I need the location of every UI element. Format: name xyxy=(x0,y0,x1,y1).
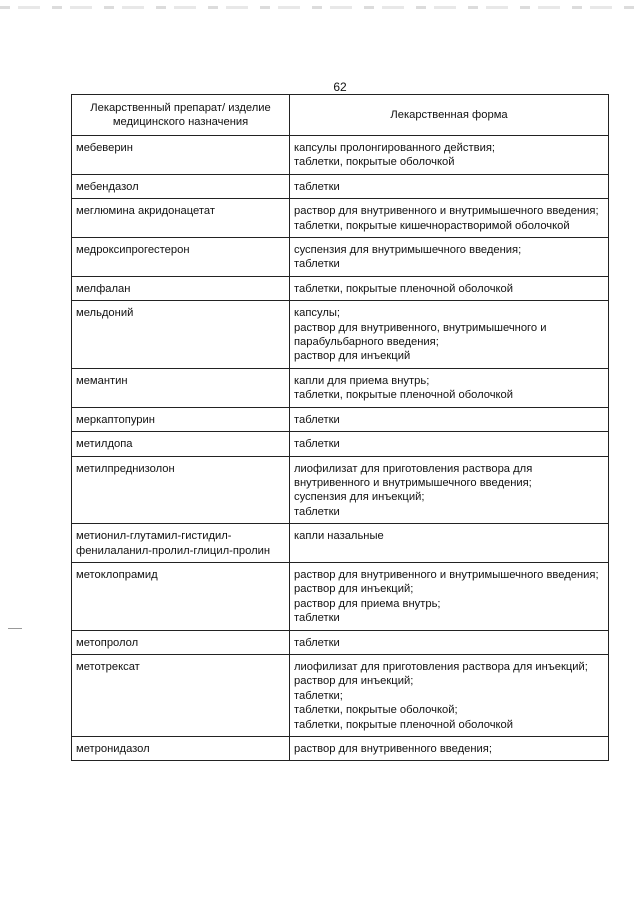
dosage-form-line: раствор для внутривенного и внутримышечного введения; xyxy=(294,568,599,581)
dosage-form-cell xyxy=(290,199,609,238)
dosage-form-line: таблетки, покрытые пленочной оболочкой xyxy=(294,718,514,731)
dosage-form-line: суспензия для внутримышечного введения; xyxy=(294,244,522,257)
dosage-form-line: раствор для инъекций xyxy=(294,350,411,363)
dosage-form-line: капли назальные xyxy=(294,530,384,543)
table-row xyxy=(72,562,609,630)
dosage-form-line: таблетки xyxy=(294,505,340,518)
dosage-form-line: раствор для приема внутрь; xyxy=(294,597,441,610)
table-row xyxy=(72,432,609,456)
drug-name-cell: метотрексат xyxy=(72,654,290,736)
header-row xyxy=(72,95,609,136)
table-row xyxy=(72,630,609,654)
drug-name-cell: метопролол xyxy=(72,630,290,654)
table-row xyxy=(72,737,609,761)
drug-name-cell: метронидазол xyxy=(72,737,290,761)
table-row xyxy=(72,654,609,736)
dosage-form-cell xyxy=(290,737,609,761)
dosage-form-cell xyxy=(290,524,609,563)
table-body xyxy=(72,136,609,761)
drug-name-cell: метилпреднизолон xyxy=(72,456,290,524)
dosage-form-cell xyxy=(290,456,609,524)
dosage-form-cell xyxy=(290,368,609,407)
dosage-form-line: таблетки, покрытые пленочной оболочкой xyxy=(294,282,514,295)
drug-name-cell: мебендазол xyxy=(72,174,290,198)
dosage-form-line: таблетки xyxy=(294,180,340,193)
dosage-form-line: таблетки; xyxy=(294,689,343,702)
table-row xyxy=(72,407,609,431)
dosage-form-cell xyxy=(290,654,609,736)
dosage-form-line: таблетки xyxy=(294,612,340,625)
dosage-form-cell xyxy=(290,301,609,369)
margin-mark xyxy=(8,628,22,629)
dosage-form-line: раствор для инъекций; xyxy=(294,675,414,688)
dosage-form-line: капсулы; xyxy=(294,307,341,320)
dosage-form-line: таблетки, покрытые пленочной оболочкой xyxy=(294,389,514,402)
drug-name-cell: меглюмина акридонацетат xyxy=(72,199,290,238)
table-row xyxy=(72,301,609,369)
table-row xyxy=(72,456,609,524)
dosage-form-line: лиофилизат для приготовления раствора для инъекций; xyxy=(294,660,588,673)
dosage-form-line: таблетки, покрытые оболочкой; xyxy=(294,704,458,717)
table-row xyxy=(72,238,609,277)
drug-name-cell: мебеверин xyxy=(72,136,290,175)
dosage-form-line: раствор для внутривенного, внутримышечного и парабульбарного введения; xyxy=(294,321,547,349)
page-number: 62 xyxy=(333,80,347,94)
dosage-form-line: капсулы пролонгированного действия; xyxy=(294,142,495,154)
drug-table xyxy=(71,94,609,761)
table-row xyxy=(72,174,609,198)
drug-name-cell: мельдоний xyxy=(72,301,290,369)
dosage-form-cell xyxy=(290,174,609,198)
table-header xyxy=(72,95,609,136)
table-row xyxy=(72,136,609,175)
dosage-form-line: суспензия для инъекций; xyxy=(294,491,425,504)
dosage-form-line: таблетки xyxy=(294,438,340,451)
drug-name-cell: мемантин xyxy=(72,368,290,407)
drug-name-cell: мелфалан xyxy=(72,276,290,300)
table-row xyxy=(72,368,609,407)
dosage-form-cell xyxy=(290,407,609,431)
scan-artifact-top xyxy=(0,6,640,9)
header-drug: Лекарственный препарат/ изделие медицинского назначения xyxy=(72,95,290,136)
dosage-form-line: таблетки, покрытые оболочкой xyxy=(294,156,455,169)
dosage-form-cell xyxy=(290,136,609,175)
dosage-form-cell xyxy=(290,276,609,300)
drug-name-cell: меркаптопурин xyxy=(72,407,290,431)
dosage-form-cell xyxy=(290,238,609,277)
header-form: Лекарственная форма xyxy=(290,95,609,136)
drug-name-cell: медроксипрогестерон xyxy=(72,238,290,277)
drug-name-cell: метоклопрамид xyxy=(72,562,290,630)
dosage-form-line: таблетки, покрытые кишечнорастворимой оболочкой xyxy=(294,219,570,232)
table-row xyxy=(72,276,609,300)
dosage-form-line: раствор для внутривенного введения; xyxy=(294,743,492,755)
drug-name-cell: метионил-глутамил-гистидил-фенилаланил-пролил-глицил-пролин xyxy=(72,524,290,563)
dosage-form-line: таблетки xyxy=(294,413,340,426)
table-row xyxy=(72,524,609,563)
drug-name-cell: метилдопа xyxy=(72,432,290,456)
dosage-form-cell xyxy=(290,630,609,654)
dosage-form-line: таблетки xyxy=(294,258,340,271)
dosage-form-line: таблетки xyxy=(294,636,340,649)
table-row xyxy=(72,199,609,238)
dosage-form-line: лиофилизат для приготовления раствора для внутривенного и внутримышечного введения; xyxy=(294,462,533,489)
dosage-form-cell xyxy=(290,562,609,630)
dosage-form-line: раствор для внутривенного и внутримышечного введения; xyxy=(294,205,599,218)
dosage-form-line: раствор для инъекций; xyxy=(294,583,414,596)
dosage-form-line: капли для приема внутрь; xyxy=(294,374,430,387)
dosage-form-cell xyxy=(290,432,609,456)
